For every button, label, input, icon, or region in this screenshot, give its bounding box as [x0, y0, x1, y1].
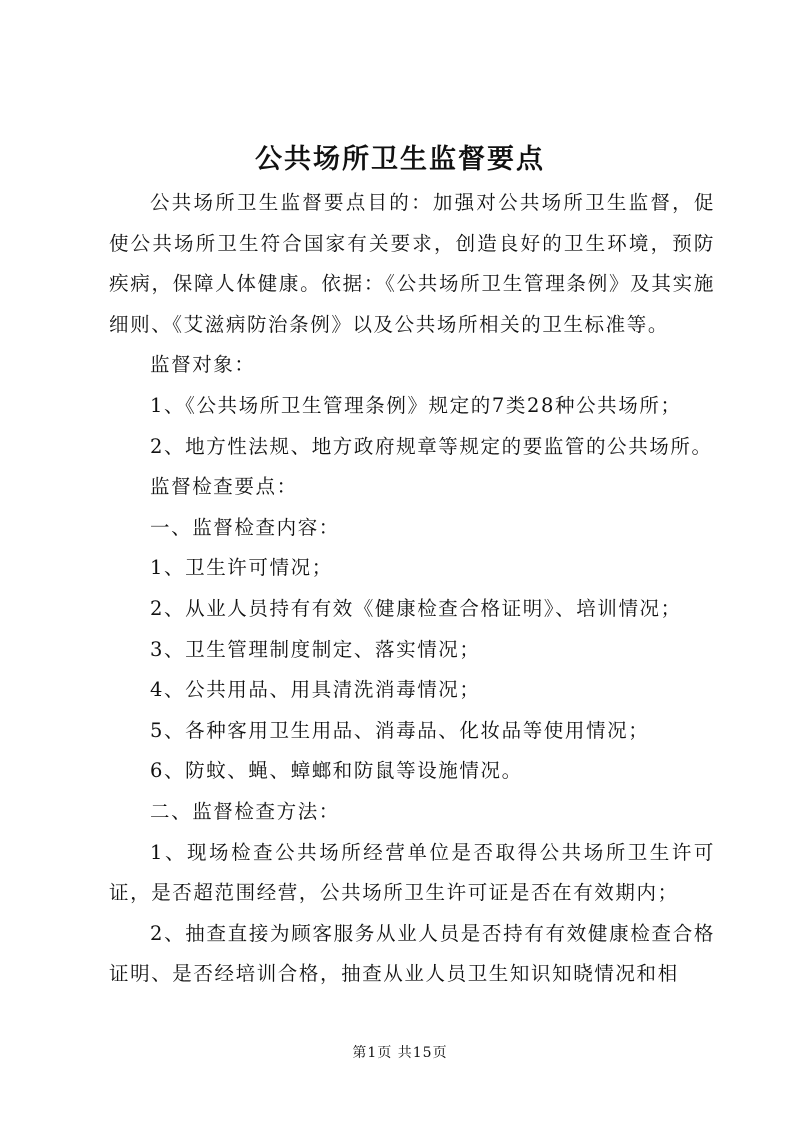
- paragraph-content-item-1: 1、卫生许可情况；: [150, 556, 333, 580]
- paragraph-key-points-heading: 监督检查要点：: [150, 475, 298, 499]
- paragraph-method-item-2: 2、抽查直接为顾客服务从业人员是否持有有效健康检查合格证明、是否经培训合格，抽查从业人员卫生知识知晓情况和相: [109, 921, 715, 986]
- paragraph-section-two-heading: 二、监督检查方法：: [150, 799, 340, 823]
- paragraph-content-item-2: 2、从业人员持有有效《健康检查合格证明》、培训情况；: [150, 596, 682, 620]
- document-body: [109, 183, 715, 995]
- paragraph-content-item-4: 4、公共用品、用具清洗消毒情况；: [150, 678, 481, 702]
- page-number-footer: 第1页 共15页: [352, 1045, 448, 1061]
- paragraph-object-1: 1、《公共场所卫生管理条例》规定的7类28种公共场所；: [150, 393, 682, 417]
- document-title: 公共场所卫生监督要点: [255, 144, 545, 175]
- paragraph-supervision-objects-heading: 监督对象：: [150, 353, 256, 377]
- paragraph-content-item-6: 6、防蚊、蝇、蟑螂和防鼠等设施情况。: [150, 759, 523, 783]
- paragraph-object-2: 2、地方性法规、地方政府规章等规定的要监管的公共场所。: [150, 434, 713, 458]
- paragraph-content-item-3: 3、卫生管理制度制定、落实情况；: [150, 637, 481, 661]
- paragraph-section-one-heading: 一、监督检查内容：: [150, 515, 340, 539]
- paragraph-method-item-1: 1、现场检查公共场所经营单位是否取得公共场所卫生许可证，是否超范围经营，公共场所卫生许可证是否在有效期内；: [109, 840, 715, 905]
- paragraph-purpose: 公共场所卫生监督要点目的：加强对公共场所卫生监督，促使公共场所卫生符合国家有关要求，创造良好的卫生环境，预防疾病，保障人体健康。依据：《公共场所卫生管理条例》及其实施细则、《艾滋病防治条例》以及公共场所相关的卫生标准等。: [109, 191, 715, 336]
- paragraph-content-item-5: 5、各种客用卫生用品、消毒品、化妆品等使用情况；: [150, 718, 650, 742]
